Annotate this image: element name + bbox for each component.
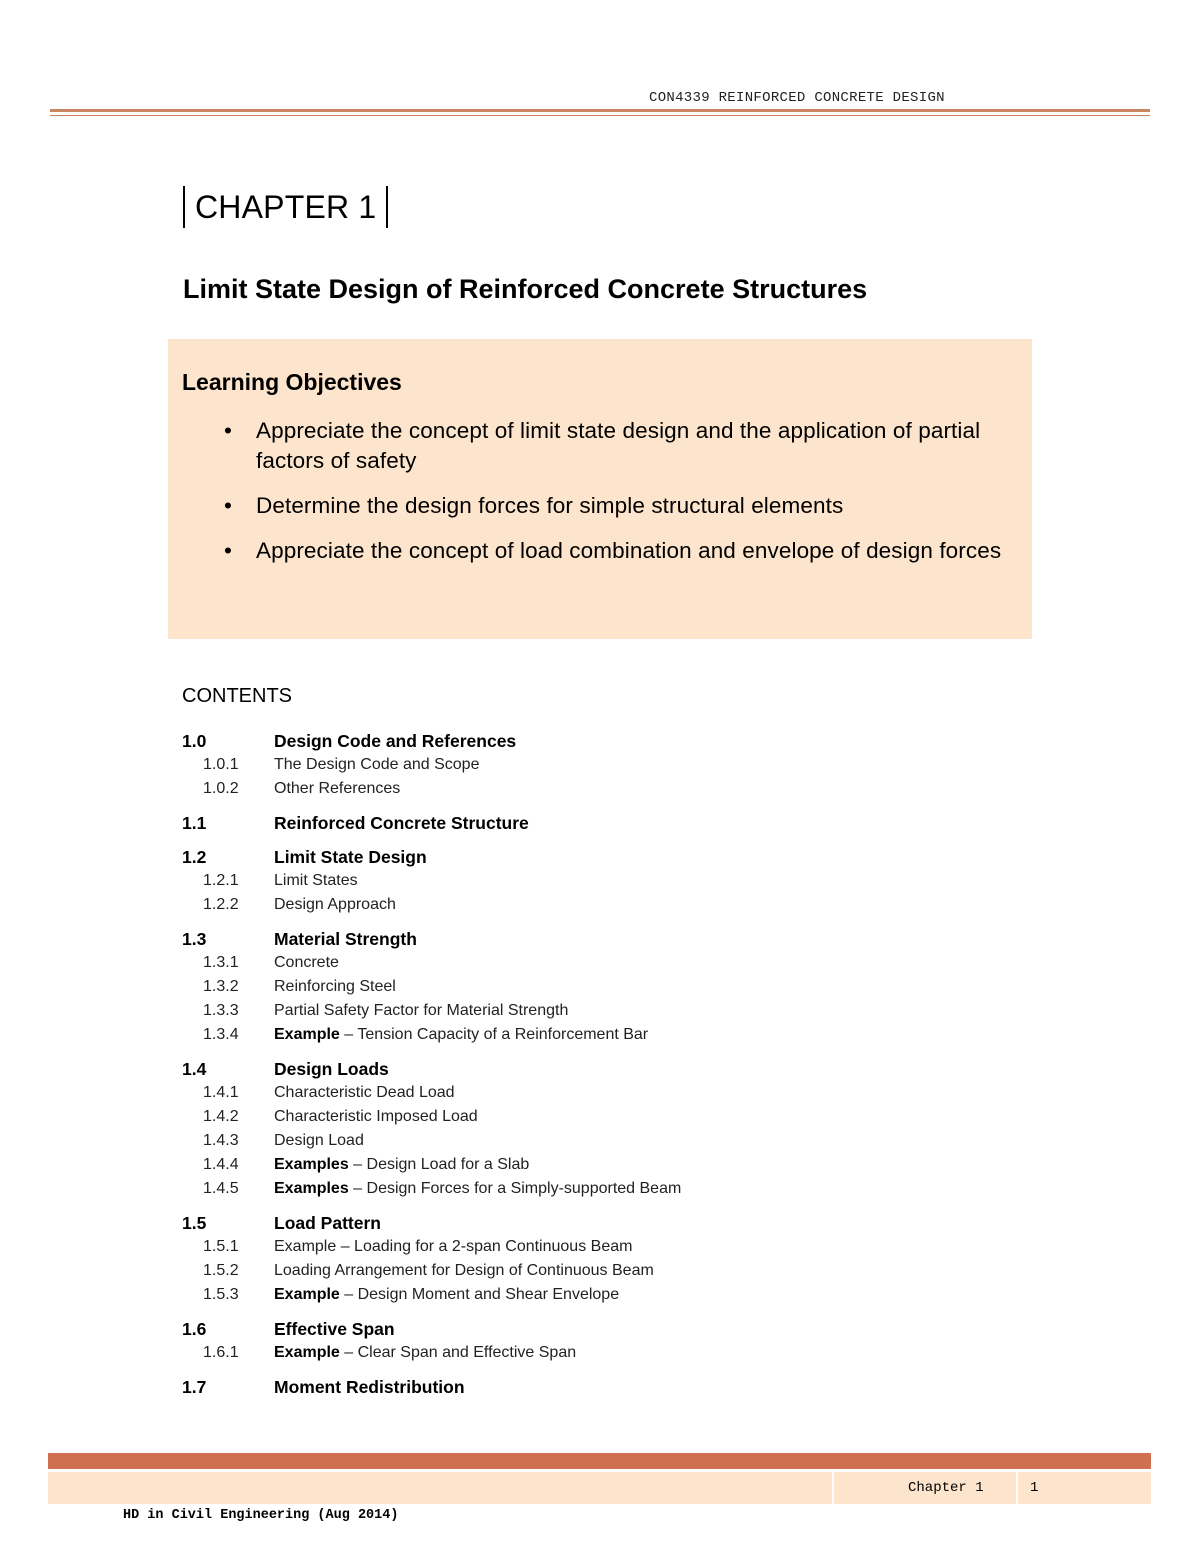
toc-title: Loading Arrangement for Design of Continuous Beam [274,1262,654,1279]
toc-title: Characteristic Dead Load [274,1084,455,1101]
toc-title-lead: Example [274,1344,340,1361]
toc-title: Design Approach [274,896,396,913]
toc-title-rest: – Tension Capacity of a Reinforcement Bar [339,1026,649,1043]
header-rule-thin [50,115,1150,116]
toc-number: 1.3 [182,929,207,949]
footer-divider [832,1472,834,1504]
toc-title: Concrete [274,954,339,971]
toc-title: Material Strength [274,929,417,949]
toc-title: The Design Code and Scope [274,756,480,773]
objective-item [224,536,1014,566]
objective-text: Appreciate the concept of load combination and envelope of design forces [256,538,1002,563]
toc-number: 1.7 [182,1377,207,1397]
footer-course-info: HD in Civil Engineering (Aug 2014) [123,1508,399,1523]
chapter-bracket-right [386,186,388,228]
toc-number: 1.6 [182,1319,207,1339]
bullet-icon: • [224,493,232,518]
bullet-icon: • [224,418,232,443]
toc-number: 1.3.1 [203,954,239,971]
toc-title-rest: – Design Forces for a Simply-supported Beam [348,1180,682,1197]
toc-title-lead: Example [274,1286,340,1303]
toc-number: 1.4.1 [203,1084,239,1101]
objective-text: Determine the design forces for simple structural elements [256,493,844,518]
toc-title: Characteristic Imposed Load [274,1108,478,1125]
toc-number: 1.4 [182,1059,207,1079]
chapter-title: Limit State Design of Reinforced Concrete Structures [183,274,868,304]
toc-number: 1.1 [182,813,207,833]
toc-title-lead: Examples [274,1180,349,1197]
toc-number: 1.4.3 [203,1132,239,1149]
toc-title: Limit State Design [274,847,427,867]
toc-number: 1.0.2 [203,780,239,797]
toc-title: Effective Span [274,1319,395,1339]
contents-heading: CONTENTS [182,685,292,707]
chapter-bracket-left [183,186,185,228]
toc-title: Partial Safety Factor for Material Strength [274,1002,569,1019]
toc-number: 1.2 [182,847,207,867]
chapter-label: CHAPTER 1 [195,188,377,225]
toc-title: Design Code and References [274,731,517,751]
objectives-list [224,416,1014,581]
toc-number: 1.0 [182,731,207,751]
toc-title: Limit States [274,872,358,889]
toc-title: Load Pattern [274,1213,381,1233]
toc-number: 1.2.1 [203,872,239,889]
toc-number: 1.3.2 [203,978,239,995]
footer-chapter-label: Chapter 1 [908,1480,984,1496]
header-rule [50,109,1150,112]
toc-title: Reinforced Concrete Structure [274,813,529,833]
toc-number: 1.4.5 [203,1180,239,1197]
toc-number: 1.6.1 [203,1344,239,1361]
bullet-icon: • [224,538,232,563]
objective-item [224,416,1014,476]
toc-number: 1.4.2 [203,1108,239,1125]
toc-title [274,1156,529,1174]
objective-text: Appreciate the concept of limit state design and the application of partial factors of safety [256,418,981,473]
toc-title [274,1344,576,1362]
toc-number: 1.0.1 [203,756,239,773]
toc-number: 1.5 [182,1213,207,1233]
toc-title: Moment Redistribution [274,1377,465,1397]
running-header: CON4339 REINFORCED CONCRETE DESIGN [649,90,945,106]
chapter-heading [183,186,388,228]
toc-number: 1.5.1 [203,1238,239,1255]
toc-title: Design Loads [274,1059,389,1079]
toc-number: 1.3.3 [203,1002,239,1019]
toc-title-rest: – Clear Span and Effective Span [339,1344,577,1361]
toc-title [274,1286,619,1304]
toc-title-lead: Example [274,1026,340,1043]
objectives-heading: Learning Objectives [182,369,402,395]
toc-title: Other References [274,780,401,797]
toc-title: Example – Loading for a 2-span Continuous Beam [274,1238,633,1255]
objective-item [224,491,1014,521]
toc-title [274,1180,681,1198]
page-number: 1 [1030,1480,1039,1496]
toc-number: 1.5.2 [203,1262,239,1279]
footer-bar [48,1453,1151,1469]
toc-title-lead: Examples [274,1156,349,1173]
footer-band [48,1472,1151,1504]
learning-objectives-box [168,339,1032,639]
footer-divider [1016,1472,1018,1504]
toc-number: 1.2.2 [203,896,239,913]
toc-title-rest: – Design Moment and Shear Envelope [339,1286,620,1303]
toc-number: 1.5.3 [203,1286,239,1303]
toc-number: 1.3.4 [203,1026,239,1043]
toc-title: Design Load [274,1132,364,1149]
toc-title [274,1026,648,1044]
toc-title: Reinforcing Steel [274,978,396,995]
toc-title-rest: – Design Load for a Slab [348,1156,530,1173]
toc-number: 1.4.4 [203,1156,239,1173]
